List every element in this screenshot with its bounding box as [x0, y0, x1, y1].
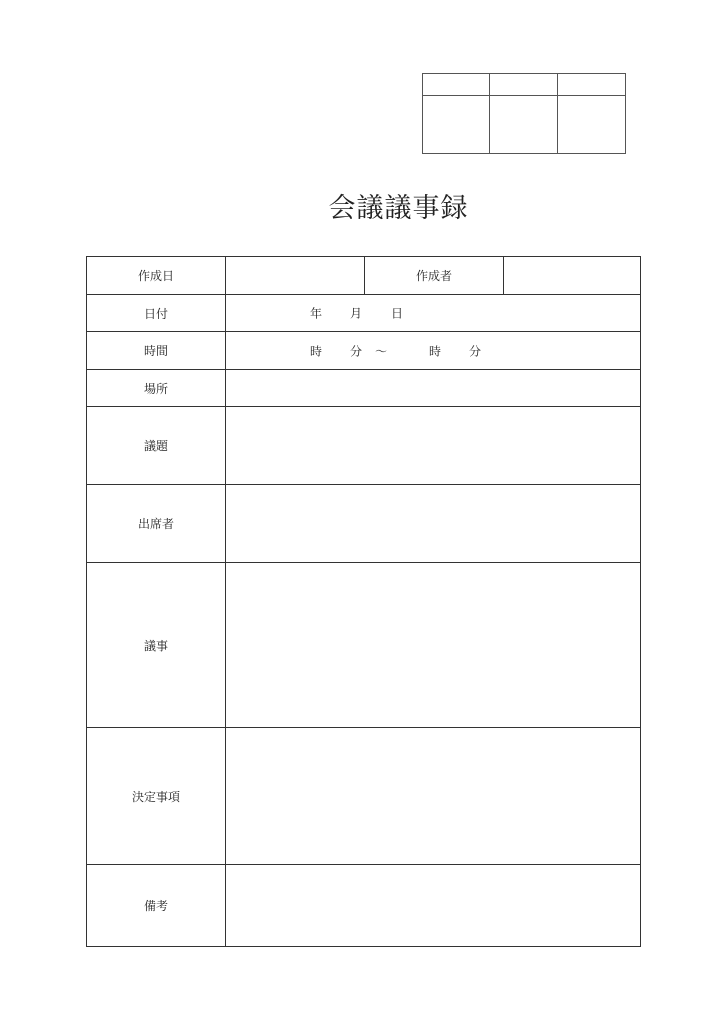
place-field[interactable] — [226, 370, 640, 406]
date-label: 日付 — [87, 295, 226, 331]
created-date-label: 作成日 — [87, 257, 226, 294]
time-field[interactable] — [226, 332, 640, 369]
time-row — [87, 332, 640, 370]
date-year-unit: 年 — [310, 306, 323, 321]
remarks-row — [87, 865, 640, 946]
time-end-min-unit: 分 — [469, 344, 482, 358]
place-label: 場所 — [87, 370, 226, 406]
date-month-unit: 月 — [350, 306, 363, 321]
attendees-field[interactable] — [226, 485, 640, 562]
time-end-hour-unit: 時 — [429, 344, 442, 358]
author-field[interactable] — [504, 257, 640, 294]
date-row — [87, 295, 640, 332]
decisions-field[interactable] — [226, 728, 640, 864]
date-day-unit: 日 — [391, 306, 404, 321]
stamp-header-2[interactable] — [490, 74, 557, 96]
author-label: 作成者 — [365, 257, 504, 294]
proceedings-field[interactable] — [226, 563, 640, 727]
agenda-field[interactable] — [226, 407, 640, 484]
attendees-row — [87, 485, 640, 563]
time-label: 時間 — [87, 332, 226, 369]
proceedings-row — [87, 563, 640, 728]
remarks-field[interactable] — [226, 865, 640, 946]
proceedings-label: 議事 — [87, 563, 226, 727]
stamp-box-1[interactable] — [423, 96, 490, 153]
time-start-hour-unit: 時 — [310, 344, 323, 358]
date-field[interactable] — [226, 295, 640, 331]
time-start-min-unit: 分 — [350, 344, 363, 358]
stamp-box-2[interactable] — [490, 96, 557, 153]
agenda-row — [87, 407, 640, 485]
created-row-values — [226, 257, 640, 294]
created-date-field[interactable] — [226, 257, 365, 294]
attendees-label: 出席者 — [87, 485, 226, 562]
time-range-separator: 〜 — [375, 344, 388, 358]
place-row — [87, 370, 640, 407]
stamp-header-1[interactable] — [423, 74, 490, 96]
minutes-table — [86, 256, 641, 947]
stamp-box-3[interactable] — [558, 96, 625, 153]
decisions-label: 決定事項 — [87, 728, 226, 864]
created-row — [87, 257, 640, 295]
remarks-label: 備考 — [87, 865, 226, 946]
document-title: 会議議事録 — [328, 193, 469, 224]
approval-stamp-grid — [422, 73, 626, 154]
stamp-header-3[interactable] — [558, 74, 625, 96]
decisions-row — [87, 728, 640, 865]
agenda-label: 議題 — [87, 407, 226, 484]
